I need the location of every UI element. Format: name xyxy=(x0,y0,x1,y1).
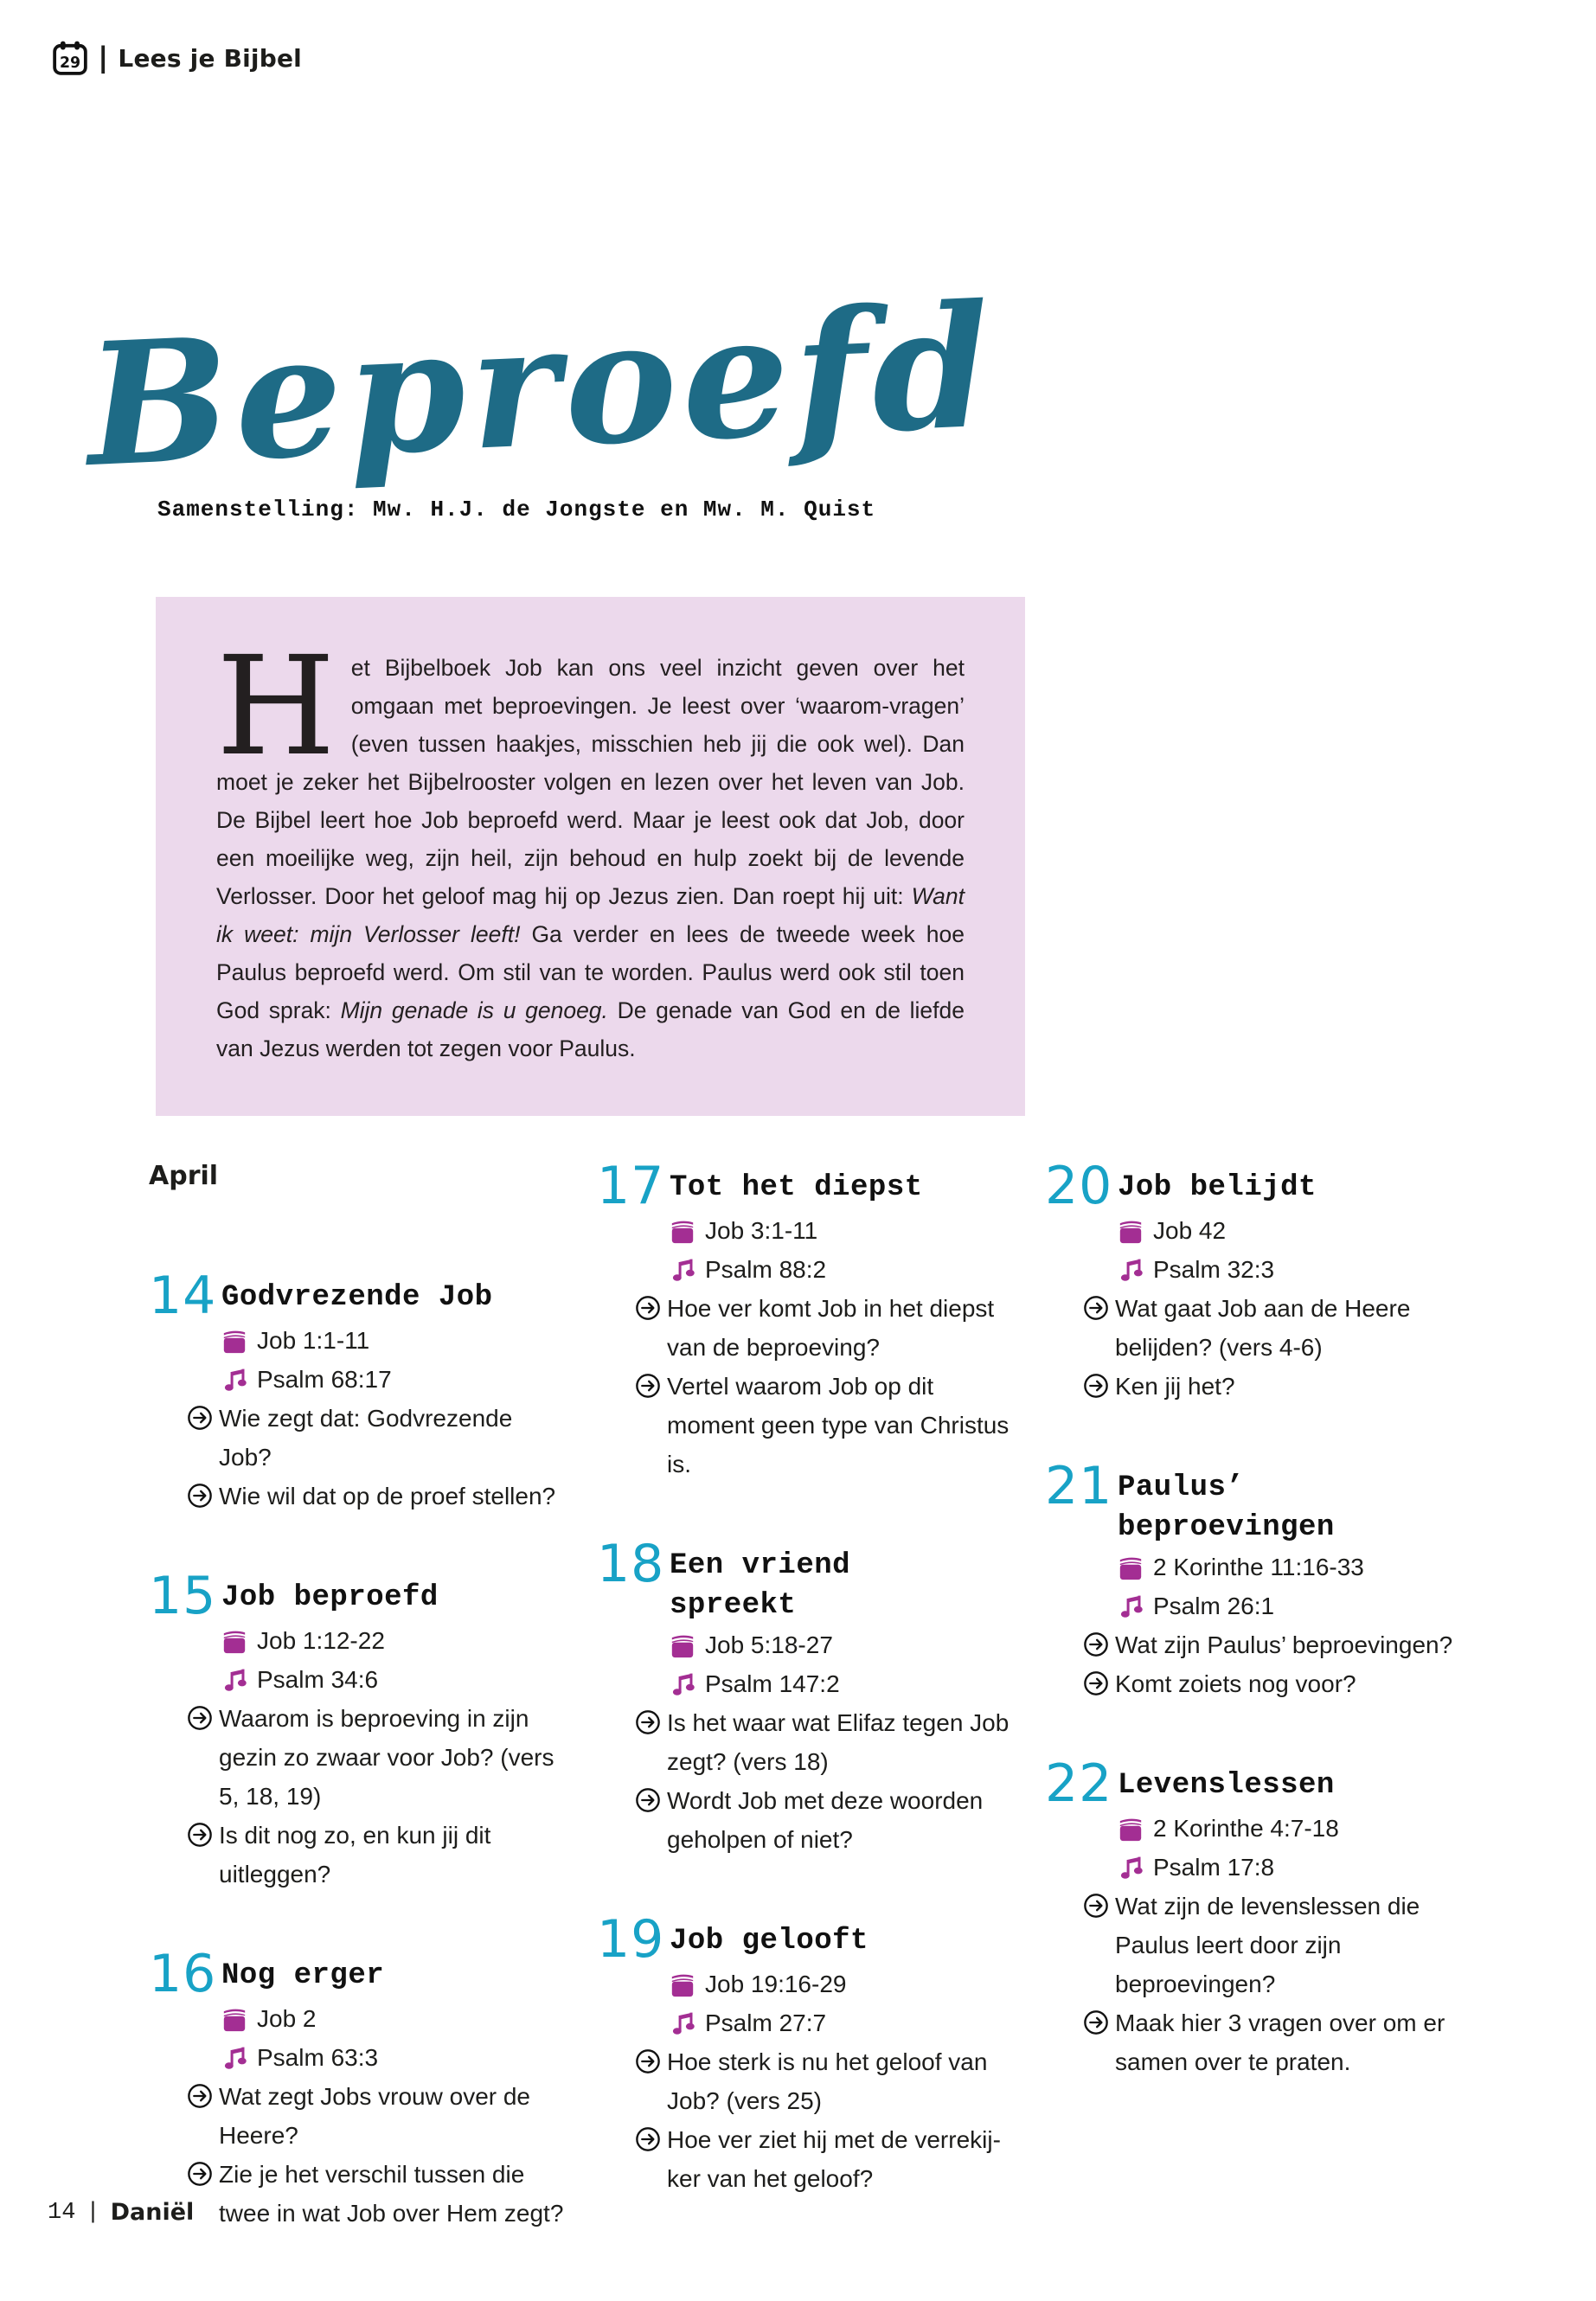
question-text: Is het waar wat Elifaz tegen Job zegt? (vers 18) xyxy=(667,1709,1010,1775)
day-number: 18 xyxy=(597,1534,665,1594)
psalm-row xyxy=(670,1664,1034,1703)
schedule-column-2 xyxy=(597,1156,1034,2288)
psalm-row xyxy=(1118,1848,1482,1887)
question-row xyxy=(1083,1625,1482,1664)
book-icon xyxy=(670,1632,695,1658)
reading-reference: Job 3:1-11 xyxy=(705,1216,818,1244)
book-icon xyxy=(1118,1218,1144,1244)
question-text: Komt zoiets nog voor? xyxy=(1115,1670,1356,1697)
day-entry-21 xyxy=(1045,1456,1482,1703)
arrow-circle-icon xyxy=(635,1295,661,1321)
question-text: Vertel waarom Job op dit moment geen type van Christus is. xyxy=(667,1373,1010,1477)
psalm-reference: Psalm 34:6 xyxy=(257,1665,379,1693)
question-row xyxy=(1083,2003,1482,2081)
music-note-icon xyxy=(1118,1855,1144,1881)
day-entry-15 xyxy=(149,1566,586,1894)
reading-row xyxy=(670,1625,1034,1664)
psalm-reference: Psalm 147:2 xyxy=(705,1670,840,1697)
question-text: Ken jij het? xyxy=(1115,1373,1235,1400)
reading-reference: 2 Korinthe 4:7-18 xyxy=(1153,1814,1339,1842)
arrow-circle-icon xyxy=(187,1822,213,1848)
book-icon xyxy=(670,1971,695,1997)
arrow-circle-icon xyxy=(1083,1631,1109,1657)
book-icon xyxy=(221,1328,247,1354)
arrow-circle-icon xyxy=(1083,2009,1109,2035)
reading-row xyxy=(1118,1211,1482,1250)
reading-reference: Job 1:1-11 xyxy=(257,1326,370,1354)
arrow-circle-icon xyxy=(1083,1373,1109,1399)
intro-text-segment: De genade van God en de liefde van Jezus werden tot zegen voor Paulus. xyxy=(216,997,965,1061)
question-row xyxy=(187,2077,586,2155)
page-footer xyxy=(48,2199,194,2226)
arrow-circle-icon xyxy=(187,1405,213,1431)
question-text: Wat zijn Paulus’ beproevingen? xyxy=(1115,1631,1453,1658)
day-number: 21 xyxy=(1045,1456,1113,1516)
book-icon xyxy=(670,1218,695,1244)
magazine-name: Daniël xyxy=(110,2199,195,2226)
day-number: 15 xyxy=(149,1566,217,1626)
day-entry-20 xyxy=(1045,1156,1482,1406)
music-note-icon xyxy=(221,2045,247,2071)
arrow-circle-icon xyxy=(187,2083,213,2109)
psalm-reference: Psalm 27:7 xyxy=(705,2009,827,2036)
page-number: 14 xyxy=(48,2199,76,2226)
reading-row xyxy=(1118,1809,1482,1848)
book-icon xyxy=(221,1628,247,1654)
day-number: 19 xyxy=(597,1909,665,1970)
book-icon xyxy=(221,2006,247,2032)
question-row xyxy=(635,1289,1034,1367)
entry-title: Job gelooft xyxy=(670,1925,869,1958)
day-entry-18 xyxy=(597,1534,1034,1859)
psalm-reference: Psalm 17:8 xyxy=(1153,1853,1275,1881)
reading-row xyxy=(221,1321,586,1360)
reading-reference: Job 1:12-22 xyxy=(257,1626,385,1654)
question-row xyxy=(187,2155,586,2233)
question-text: Waarom is beproeving in zijn gezin zo zwaar voor Job? (vers 5, 18, 19) xyxy=(219,1705,554,1810)
reading-row xyxy=(670,1965,1034,2003)
intro-text-segment-italic: Want ik weet: mijn Verlosser leeft! xyxy=(216,883,965,947)
intro-text-segment-italic: Mijn genade is u genoeg. xyxy=(340,997,608,1023)
book-icon xyxy=(1118,1554,1144,1580)
psalm-row xyxy=(221,1360,586,1399)
calendar-icon xyxy=(52,40,88,76)
question-row xyxy=(635,1781,1034,1859)
day-entry-17 xyxy=(597,1156,1034,1484)
entry-title: Job belijdt xyxy=(1118,1171,1317,1204)
psalm-reference: Psalm 26:1 xyxy=(1153,1592,1275,1619)
arrow-circle-icon xyxy=(635,2048,661,2074)
question-row xyxy=(187,1816,586,1894)
header-separator: | xyxy=(99,41,107,74)
footer-separator: | xyxy=(86,2199,100,2226)
entry-title: Nog erger xyxy=(221,1959,385,1992)
reading-reference: 2 Korinthe 11:16-33 xyxy=(1153,1553,1364,1580)
question-row xyxy=(635,1703,1034,1781)
question-row xyxy=(1083,1289,1482,1367)
arrow-circle-icon xyxy=(635,1373,661,1399)
question-row xyxy=(187,1399,586,1477)
reading-reference: Job 19:16-29 xyxy=(705,1970,847,1997)
calendar-day-number: 29 xyxy=(59,54,81,73)
question-row xyxy=(635,2042,1034,2120)
question-text: Is dit nog zo, en kun jij dit uitleggen? xyxy=(219,1822,491,1888)
psalm-row xyxy=(1118,1586,1482,1625)
reading-row xyxy=(221,1621,586,1660)
entry-title: Godvrezende Job xyxy=(221,1281,493,1314)
question-text: Hoe ver komt Job in het diepst van de beproeving? xyxy=(667,1295,995,1361)
day-entry-22 xyxy=(1045,1753,1482,2081)
arrow-circle-icon xyxy=(1083,1893,1109,1919)
question-row xyxy=(635,1367,1034,1484)
day-entry-19 xyxy=(597,1909,1034,2198)
month-label: April xyxy=(149,1161,219,1191)
page-header xyxy=(52,40,302,76)
entry-title: Paulus’ beproevingen xyxy=(1118,1471,1335,1544)
intro-box xyxy=(156,597,1025,1116)
brand-title: Lees je Bijbel xyxy=(118,43,302,73)
schedule-column-3 xyxy=(1045,1156,1482,2288)
day-number: 14 xyxy=(149,1266,217,1326)
arrow-circle-icon xyxy=(635,1787,661,1813)
psalm-row xyxy=(1118,1250,1482,1289)
psalm-row xyxy=(670,1250,1034,1289)
book-icon xyxy=(1118,1816,1144,1842)
reading-row xyxy=(670,1211,1034,1250)
day-entry-14 xyxy=(149,1266,586,1516)
question-text: Hoe ver ziet hij met de verrekij-ker van het geloof? xyxy=(667,2126,1001,2192)
reading-schedule xyxy=(149,1156,1482,2288)
question-text: Wie wil dat op de proef stellen? xyxy=(219,1483,556,1509)
reading-reference: Job 2 xyxy=(257,2004,317,2032)
music-note-icon xyxy=(670,1671,695,1697)
arrow-circle-icon xyxy=(635,1709,661,1735)
music-note-icon xyxy=(1118,1593,1144,1619)
arrow-circle-icon xyxy=(1083,1295,1109,1321)
arrow-circle-icon xyxy=(187,1483,213,1509)
day-number: 20 xyxy=(1045,1156,1113,1216)
reading-row xyxy=(221,1999,586,2038)
question-row xyxy=(187,1699,586,1816)
question-text: Wat gaat Job aan de Heere belijden? (vers 4-6) xyxy=(1115,1295,1411,1361)
music-note-icon xyxy=(1118,1257,1144,1283)
question-text: Wat zegt Jobs vrouw over de Heere? xyxy=(219,2083,531,2149)
question-row xyxy=(635,2120,1034,2198)
entry-title: Job beproefd xyxy=(221,1581,439,1614)
question-row xyxy=(1083,1887,1482,2003)
question-text: Maak hier 3 vragen over om er samen over te praten. xyxy=(1115,2009,1445,2075)
reading-row xyxy=(1118,1548,1482,1586)
psalm-row xyxy=(221,2038,586,2077)
psalm-reference: Psalm 88:2 xyxy=(705,1255,827,1283)
question-row xyxy=(1083,1367,1482,1406)
arrow-circle-icon xyxy=(187,1705,213,1731)
byline: Samenstelling: Mw. H.J. de Jongste en Mw. M. Quist xyxy=(157,497,876,522)
music-note-icon xyxy=(221,1367,247,1393)
day-number: 16 xyxy=(149,1944,217,2004)
question-text: Wie zegt dat: Godvrezende Job? xyxy=(219,1405,513,1471)
arrow-circle-icon xyxy=(187,2161,213,2187)
intro-text-segment: et Bijbelboek Job kan ons veel inzicht geven over het omgaan met beproevingen. Je leest over ‘waarom-vragen’ (even tussen haakjes, misschien heb jij die ook wel). Dan moet je zeker het Bijbelrooster volgen en lezen over het leven van Job. De Bijbel leert hoe Job beproefd werd. Maar je leest ook dat Job, door een moeilijke weg, zijn heil, zijn behoud en hulp zoekt bij de levende Verlosser. Door het geloof mag hij op Jezus zien. Dan roept hij uit: xyxy=(216,655,965,909)
entry-title: Levenslessen xyxy=(1118,1769,1335,1802)
day-entry-16 xyxy=(149,1944,586,2233)
reading-reference: Job 42 xyxy=(1153,1216,1227,1244)
psalm-row xyxy=(221,1660,586,1699)
entry-title: Tot het diepst xyxy=(670,1171,923,1204)
psalm-reference: Psalm 63:3 xyxy=(257,2043,379,2071)
question-text: Hoe sterk is nu het geloof van Job? (vers 25) xyxy=(667,2048,988,2114)
question-text: Zie je het verschil tussen die twee in wat Job over Hem zegt? xyxy=(219,2161,564,2227)
question-row xyxy=(1083,1664,1482,1703)
question-row xyxy=(187,1477,586,1516)
intro-text-segment: Ga verder en lees de tweede week hoe Paulus beproefd werd. Om stil van te worden. Paulus werd ook stil toen God sprak: xyxy=(216,921,965,1023)
psalm-reference: Psalm 32:3 xyxy=(1153,1255,1275,1283)
music-note-icon xyxy=(670,1257,695,1283)
reading-reference: Job 5:18-27 xyxy=(705,1631,833,1658)
day-number: 22 xyxy=(1045,1753,1113,1814)
page-title: Beproefd xyxy=(82,266,1000,504)
music-note-icon xyxy=(221,1667,247,1693)
music-note-icon xyxy=(670,2010,695,2036)
psalm-row xyxy=(670,2003,1034,2042)
arrow-circle-icon xyxy=(1083,1670,1109,1696)
dropcap-letter: H xyxy=(216,627,336,786)
psalm-reference: Psalm 68:17 xyxy=(257,1365,392,1393)
entry-title: Een vriend spreekt xyxy=(670,1549,851,1622)
day-number: 17 xyxy=(597,1156,665,1216)
question-text: Wordt Job met deze woorden geholpen of niet? xyxy=(667,1787,984,1853)
arrow-circle-icon xyxy=(635,2126,661,2152)
question-text: Wat zijn de levenslessen die Paulus leert door zijn beproevingen? xyxy=(1115,1893,1420,1997)
schedule-column-1 xyxy=(149,1161,586,2288)
